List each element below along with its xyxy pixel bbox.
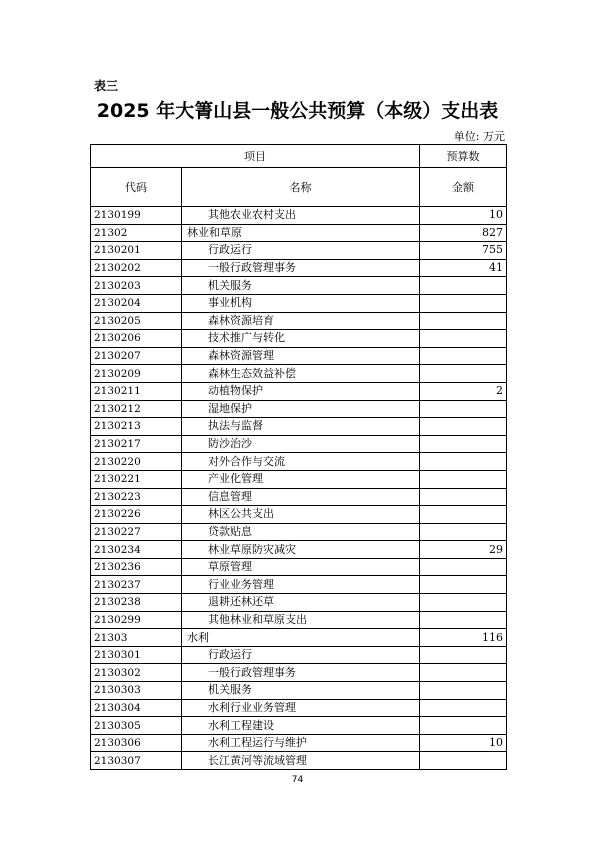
unit-label: 单位: 万元 [453, 130, 505, 143]
row-name: 退耕还林还草 [182, 594, 420, 612]
row-name: 林业和草原 [182, 224, 420, 242]
row-name: 一般行政管理事务 [182, 664, 420, 682]
row-code: 2130199 [91, 207, 182, 225]
row-amount [420, 646, 507, 664]
row-name: 其他农业农村支出 [182, 207, 420, 225]
budget-table [90, 144, 507, 770]
table-row [91, 558, 507, 576]
header-budget: 预算数 [420, 145, 507, 168]
table-row [91, 488, 507, 506]
table-body [91, 207, 507, 770]
row-code: 2130302 [91, 664, 182, 682]
row-code: 2130204 [91, 294, 182, 312]
row-amount [420, 752, 507, 770]
row-amount [420, 330, 507, 348]
header-code: 代码 [91, 168, 182, 207]
row-code: 2130221 [91, 470, 182, 488]
row-amount [420, 365, 507, 383]
row-amount [420, 470, 507, 488]
table-label: 表三 [94, 79, 119, 93]
row-name: 林业草原防灾减灾 [182, 541, 420, 559]
row-name: 长江黄河等流域管理 [182, 752, 420, 770]
row-amount [420, 488, 507, 506]
table-row [91, 207, 507, 225]
table-row [91, 435, 507, 453]
row-code: 2130236 [91, 558, 182, 576]
row-code: 2130234 [91, 541, 182, 559]
row-amount: 41 [420, 259, 507, 277]
table-row [91, 611, 507, 629]
row-code: 2130237 [91, 576, 182, 594]
row-name: 行业业务管理 [182, 576, 420, 594]
row-code: 2130212 [91, 400, 182, 418]
row-amount [420, 523, 507, 541]
table-row [91, 330, 507, 348]
row-code: 2130227 [91, 523, 182, 541]
table-row [91, 277, 507, 295]
row-amount [420, 664, 507, 682]
row-name: 行政运行 [182, 646, 420, 664]
row-code: 2130299 [91, 611, 182, 629]
row-name: 技术推广与转化 [182, 330, 420, 348]
row-name: 其他林业和草原支出 [182, 611, 420, 629]
row-amount [420, 611, 507, 629]
row-name: 水利 [182, 629, 420, 647]
row-code: 2130220 [91, 453, 182, 471]
table-row [91, 734, 507, 752]
header-amount: 金额 [420, 168, 507, 207]
row-code: 2130223 [91, 488, 182, 506]
row-amount [420, 717, 507, 735]
row-name: 森林生态效益补偿 [182, 365, 420, 383]
row-name: 水利工程运行与维护 [182, 734, 420, 752]
row-name: 水利行业业务管理 [182, 699, 420, 717]
table-row [91, 717, 507, 735]
row-code: 2130304 [91, 699, 182, 717]
row-code: 2130213 [91, 418, 182, 436]
row-amount [420, 294, 507, 312]
table-row [91, 594, 507, 612]
row-code: 21303 [91, 629, 182, 647]
table-row [91, 646, 507, 664]
row-code: 2130301 [91, 646, 182, 664]
table-row [91, 453, 507, 471]
row-amount [420, 506, 507, 524]
row-amount [420, 699, 507, 717]
table-row [91, 523, 507, 541]
row-code: 2130226 [91, 506, 182, 524]
table-row [91, 506, 507, 524]
row-code: 2130201 [91, 242, 182, 260]
header-item: 项目 [91, 145, 420, 168]
row-amount: 116 [420, 629, 507, 647]
row-code: 2130203 [91, 277, 182, 295]
table-row [91, 629, 507, 647]
row-name: 对外合作与交流 [182, 453, 420, 471]
row-name: 森林资源管理 [182, 347, 420, 365]
row-code: 2130238 [91, 594, 182, 612]
row-name: 行政运行 [182, 242, 420, 260]
table-row [91, 347, 507, 365]
table-row [91, 576, 507, 594]
row-amount [420, 312, 507, 330]
row-amount [420, 277, 507, 295]
row-code: 2130211 [91, 382, 182, 400]
row-amount [420, 576, 507, 594]
row-name: 动植物保护 [182, 382, 420, 400]
row-amount: 2 [420, 382, 507, 400]
table-row [91, 242, 507, 260]
table-row [91, 418, 507, 436]
row-amount: 755 [420, 242, 507, 260]
table-row [91, 752, 507, 770]
row-name: 林区公共支出 [182, 506, 420, 524]
row-amount: 29 [420, 541, 507, 559]
row-name: 防沙治沙 [182, 435, 420, 453]
page-title: 2025 年大箐山县一般公共预算（本级）支出表 [96, 100, 499, 122]
row-name: 事业机构 [182, 294, 420, 312]
row-code: 2130303 [91, 682, 182, 700]
row-code: 2130306 [91, 734, 182, 752]
row-code: 2130206 [91, 330, 182, 348]
table-row [91, 664, 507, 682]
row-name: 一般行政管理事务 [182, 259, 420, 277]
row-name: 水利工程建设 [182, 717, 420, 735]
row-name: 机关服务 [182, 682, 420, 700]
table-row [91, 541, 507, 559]
table-row [91, 699, 507, 717]
row-code: 2130307 [91, 752, 182, 770]
row-code: 2130207 [91, 347, 182, 365]
header-name: 名称 [182, 168, 420, 207]
row-amount [420, 594, 507, 612]
row-amount [420, 682, 507, 700]
table-row [91, 400, 507, 418]
row-name: 贷款贴息 [182, 523, 420, 541]
row-amount [420, 400, 507, 418]
table-row [91, 382, 507, 400]
table-row [91, 224, 507, 242]
row-amount [420, 558, 507, 576]
table-row [91, 294, 507, 312]
row-amount [420, 347, 507, 365]
row-amount: 10 [420, 734, 507, 752]
table-row [91, 259, 507, 277]
row-amount [420, 435, 507, 453]
row-code: 21302 [91, 224, 182, 242]
row-amount: 827 [420, 224, 507, 242]
row-name: 森林资源培育 [182, 312, 420, 330]
page-number: 74 [291, 775, 304, 785]
row-code: 2130217 [91, 435, 182, 453]
row-amount [420, 418, 507, 436]
row-code: 2130205 [91, 312, 182, 330]
table-row [91, 682, 507, 700]
row-code: 2130305 [91, 717, 182, 735]
row-code: 2130202 [91, 259, 182, 277]
row-code: 2130209 [91, 365, 182, 383]
row-name: 执法与监督 [182, 418, 420, 436]
table-row [91, 470, 507, 488]
row-name: 产业化管理 [182, 470, 420, 488]
table-row [91, 312, 507, 330]
row-name: 湿地保护 [182, 400, 420, 418]
row-amount [420, 453, 507, 471]
row-name: 信息管理 [182, 488, 420, 506]
row-name: 机关服务 [182, 277, 420, 295]
table-row [91, 365, 507, 383]
row-amount: 10 [420, 207, 507, 225]
row-name: 草原管理 [182, 558, 420, 576]
